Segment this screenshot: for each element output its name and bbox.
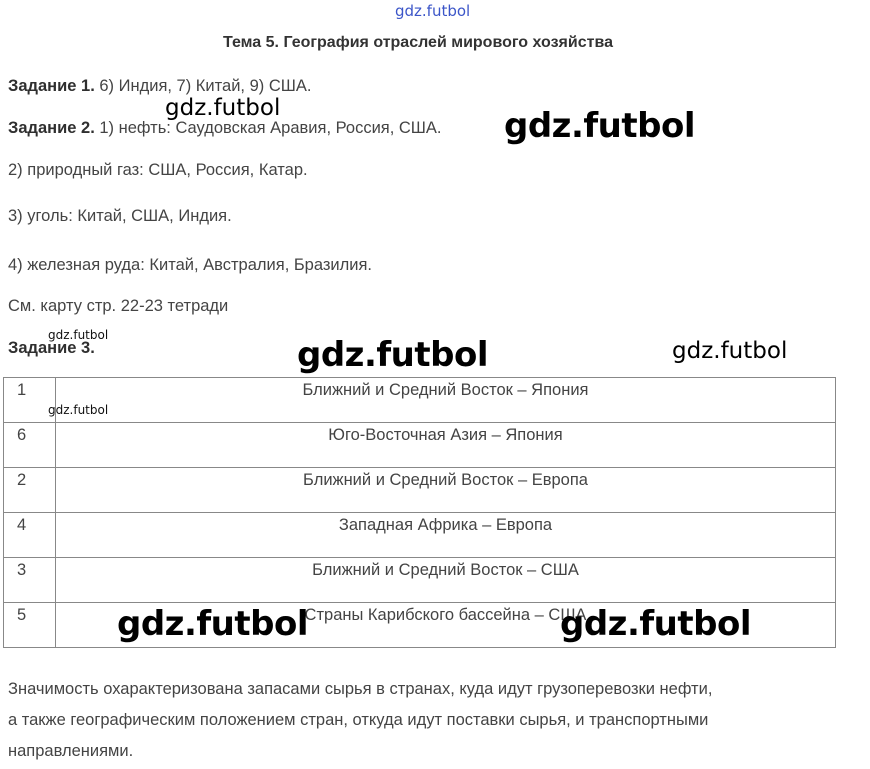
task2-line: [8, 119, 442, 138]
watermark: gdz.futbol: [672, 338, 788, 364]
task2-label: Задание 2.: [8, 119, 95, 137]
watermark: gdz.futbol: [504, 106, 695, 146]
table-row: [4, 423, 836, 468]
conclusion-line-2: а также географическим положением стран, откуда идут поставки сырья, и транспортными: [8, 711, 709, 729]
row-number: 1: [4, 378, 56, 423]
page-title: Тема 5. География отраслей мирового хозяйства: [223, 34, 613, 51]
row-route: Ближний и Средний Восток – Япония: [56, 378, 836, 423]
task2-text: 1) нефть: Саудовская Аравия, Россия, США.: [94, 119, 442, 137]
task1-line: [8, 77, 311, 96]
row-route: Ближний и Средний Восток – Европа: [56, 468, 836, 513]
task2-note: См. карту стр. 22-23 тетради: [8, 297, 229, 315]
row-route: Ближний и Средний Восток – США: [56, 558, 836, 603]
row-route: Страны Карибского бассейна – США: [56, 603, 836, 648]
row-number: 4: [4, 513, 56, 558]
watermark: gdz.futbol: [165, 95, 281, 121]
table-row: [4, 513, 836, 558]
watermark: gdz.futbol: [297, 335, 488, 375]
watermark: gdz.futbol: [560, 604, 751, 644]
watermark: gdz.futbol: [395, 2, 471, 20]
watermark: gdz.futbol: [48, 403, 109, 417]
task2-line-3: 3) уголь: Китай, США, Индия.: [8, 207, 232, 225]
table-row: [4, 468, 836, 513]
table-row: [4, 558, 836, 603]
row-route: Западная Африка – Европа: [56, 513, 836, 558]
watermark: gdz.futbol: [48, 328, 109, 342]
row-number: 2: [4, 468, 56, 513]
row-number: 3: [4, 558, 56, 603]
task2-line-4: 4) железная руда: Китай, Австралия, Бразилия.: [8, 256, 372, 274]
watermark: gdz.futbol: [117, 604, 308, 644]
table-row: [4, 378, 836, 423]
row-number: 6: [4, 423, 56, 468]
row-number: 5: [4, 603, 56, 648]
task1-label: Задание 1.: [8, 77, 95, 95]
task2-line-2: 2) природный газ: США, Россия, Катар.: [8, 161, 308, 179]
conclusion-line-3: направлениями.: [8, 742, 134, 760]
task3-label: Задание 3.: [8, 339, 95, 357]
task1-text: 6) Индия, 7) Китай, 9) США.: [94, 77, 312, 95]
row-route: Юго-Восточная Азия – Япония: [56, 423, 836, 468]
conclusion-line-1: Значимость охарактеризована запасами сырья в странах, куда идут грузоперевозки нефти,: [8, 680, 713, 698]
